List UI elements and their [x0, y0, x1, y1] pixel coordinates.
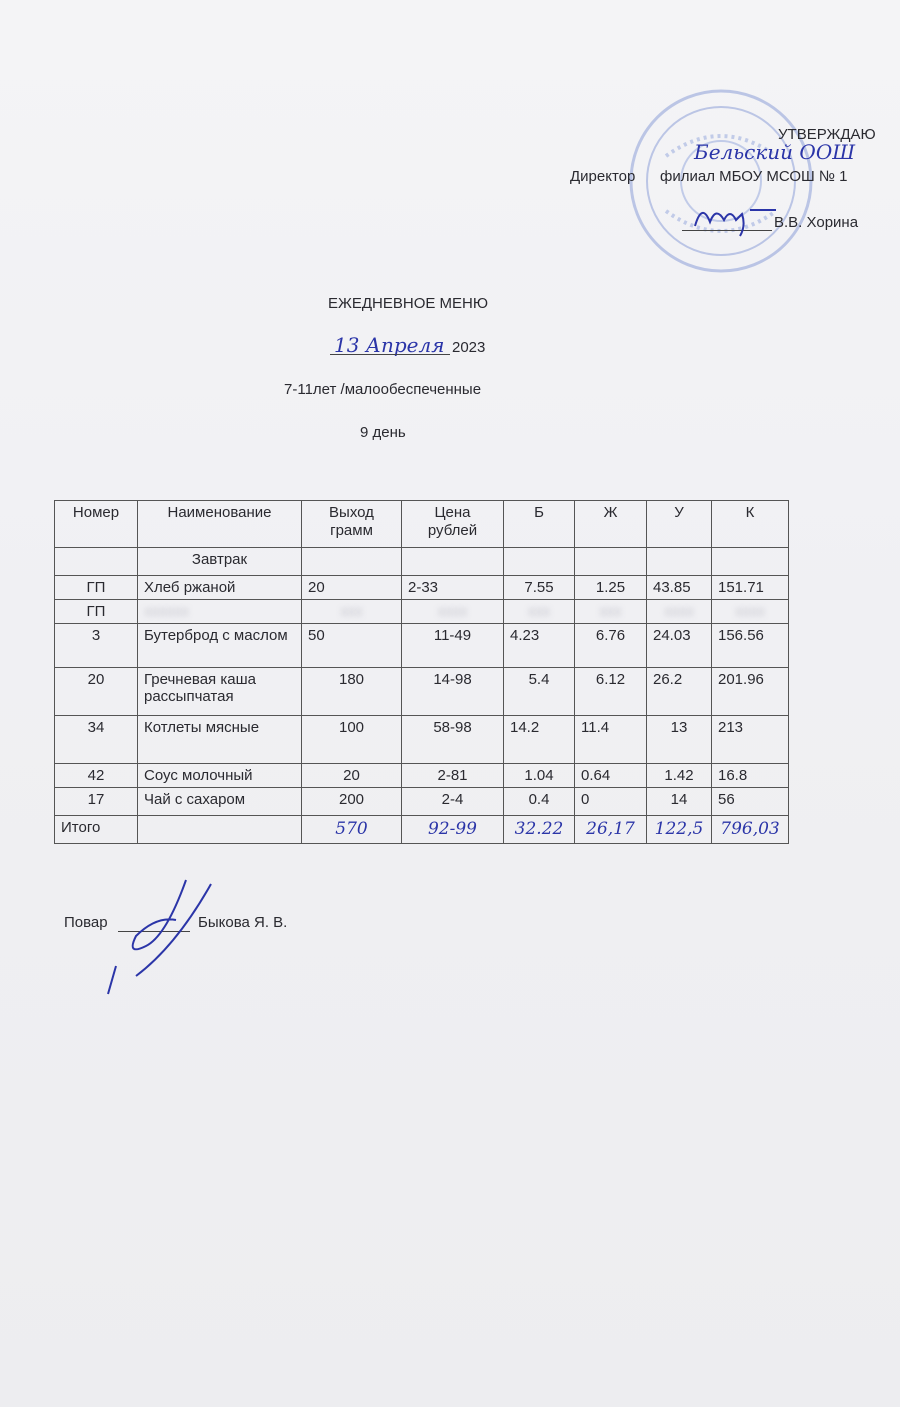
approval-name: В.В. Хорина: [774, 214, 859, 231]
menu-table: [54, 500, 789, 844]
section-row: [55, 548, 789, 576]
date-year: 2023: [452, 339, 486, 356]
col-kcal: К: [712, 501, 789, 548]
director-signature: [690, 196, 780, 240]
table-row: 3 Бутерброд с маслом 50 11-49 4.23 6.76 24.03 156.56: [55, 624, 789, 668]
total-label: Итого: [55, 816, 138, 844]
col-fat: Ж: [575, 501, 647, 548]
date-handwritten: 13 Апреля: [334, 333, 445, 357]
approval-title: УТВЕРЖДАЮ: [778, 126, 876, 143]
approval-position: Директор: [570, 168, 636, 185]
total-output: 570: [302, 816, 402, 844]
col-protein: Б: [504, 501, 575, 548]
table-row: 17 Чай с сахаром 200 2-4 0.4 0 14 56: [55, 788, 789, 816]
col-output: Выход грамм: [302, 501, 402, 548]
col-price: Цена рублей: [402, 501, 504, 548]
total-fat: 26,17: [575, 816, 647, 844]
page-title: ЕЖЕДНЕВНОЕ МЕНЮ: [328, 295, 489, 312]
table-row: 42 Соус молочный 20 2-81 1.04 0.64 1.42 16.8: [55, 764, 789, 788]
cook-label: Повар: [64, 914, 108, 931]
total-price: 92-99: [402, 816, 504, 844]
total-kcal: 796,03: [712, 816, 789, 844]
table-header-row: [55, 501, 789, 548]
table-row: ГП Хлеб ржаной 20 2-33 7.55 1.25 43.85 151.71: [55, 576, 789, 600]
total-protein: 32.22: [504, 816, 575, 844]
col-name: Наименование: [138, 501, 302, 548]
cook-signature: [96, 876, 226, 1000]
age-group: 7-11лет /малообеспеченные: [284, 381, 482, 398]
table-row-redacted: ГП xxxxxx xxx xxxx xxx xxx xxxx xxxx: [55, 600, 789, 624]
section-breakfast: Завтрак: [138, 548, 302, 576]
approval-org: филиал МБОУ МСОШ № 1: [660, 168, 848, 185]
table-row: 34 Котлеты мясные 100 58-98 14.2 11.4 13 213: [55, 716, 789, 764]
total-carbs: 122,5: [647, 816, 712, 844]
date-line: [330, 354, 450, 355]
col-number: Номер: [55, 501, 138, 548]
table-row: 20 Гречневая каша рассыпчатая 180 14-98 5.4 6.12 26.2 201.96: [55, 668, 789, 716]
menu-day: 9 день: [360, 424, 406, 441]
total-row: [55, 816, 789, 844]
approval-school-handwritten: Бельский ООШ: [694, 140, 856, 164]
col-carbs: У: [647, 501, 712, 548]
cook-name: Быкова Я. В.: [198, 914, 288, 931]
